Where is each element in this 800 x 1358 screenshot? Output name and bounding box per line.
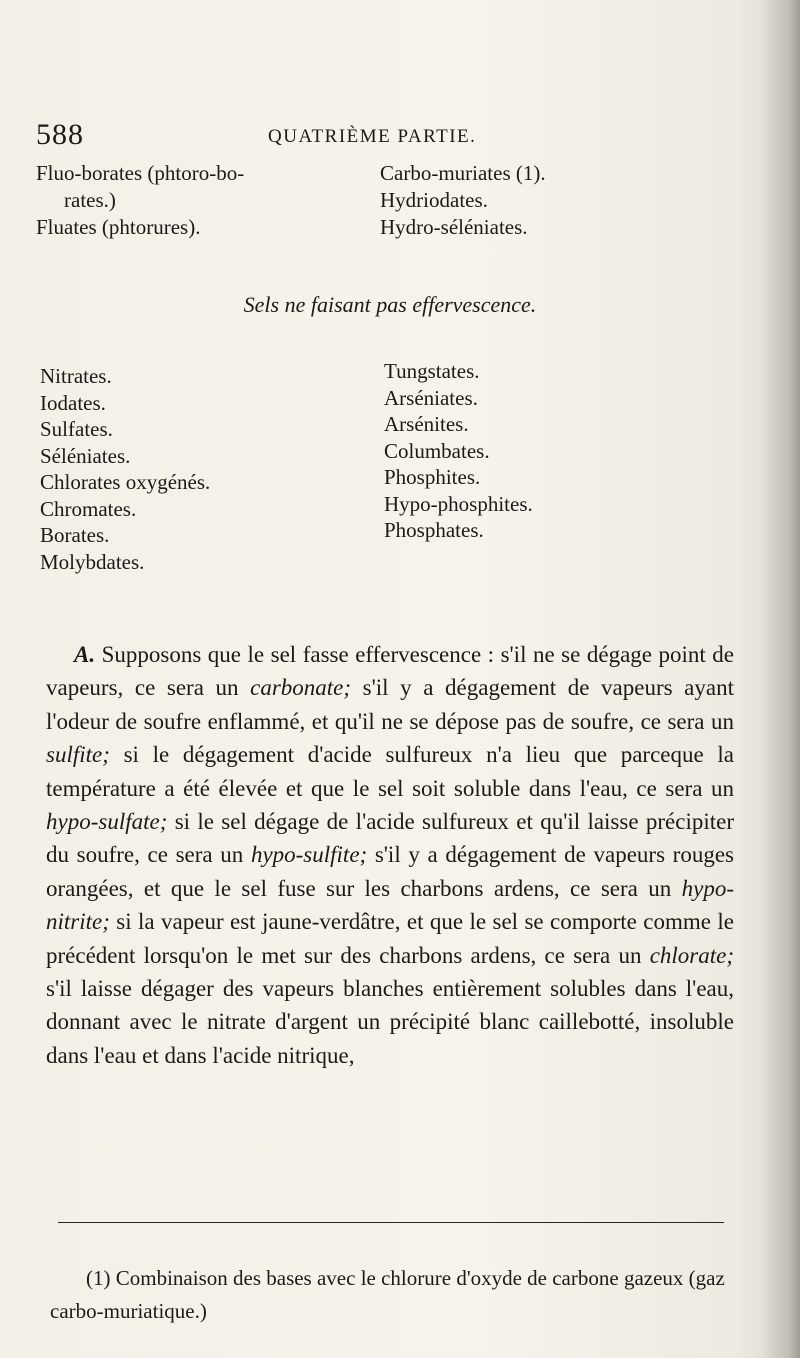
list-item: Columbates. bbox=[384, 438, 490, 463]
salts-list-right bbox=[384, 358, 533, 544]
term-italic: hypo-sulfite; bbox=[250, 842, 368, 868]
page-header bbox=[36, 118, 716, 154]
top-list-left bbox=[36, 160, 244, 241]
list-item: rates.) bbox=[64, 188, 116, 212]
list-item: Arséniates. bbox=[384, 385, 478, 410]
paragraph-text: s'il y a dégagement de vapeurs ayant l'odeur de soufre enflammé, et qu'il ne se dépose pas de soufre, ce sera un bbox=[46, 675, 734, 734]
paragraph-marker: A. bbox=[74, 642, 96, 667]
top-list-right bbox=[380, 160, 546, 241]
list-item: Nitrates. bbox=[40, 364, 112, 388]
list-item: Iodates. bbox=[40, 390, 106, 415]
term-italic: carbonate; bbox=[250, 675, 352, 701]
list-item: Phosphites. bbox=[384, 465, 481, 489]
paragraph-text: si le sel dégage de l'acide sulfureux et qu'il laisse précipiter du soufre, ce sera un bbox=[46, 809, 734, 868]
footnote-mark: (1) bbox=[86, 1266, 111, 1290]
term-italic: sulfite; bbox=[46, 742, 110, 768]
body-paragraph bbox=[46, 638, 734, 1072]
list-item: Chlorates oxygénés. bbox=[40, 470, 211, 494]
list-item: Sulfates. bbox=[40, 417, 113, 441]
footnote bbox=[50, 1262, 740, 1328]
paragraph-text: s'il y a dégagement de vapeurs rouges orangées, et que le sel fuse sur les charbons ardens, ce sera un bbox=[46, 842, 734, 901]
list-item: Séléniates. bbox=[40, 443, 131, 468]
list-item: Borates. bbox=[40, 523, 110, 547]
term-italic: hypo-nitrite; bbox=[46, 875, 734, 935]
page-edge-shadow bbox=[760, 0, 800, 1358]
paragraph-text: s'il laisse dégager des vapeurs blanches entièrement solubles dans l'eau, donnant avec le nitrate d'argent un précipité blanc caillebotté, insoluble dans l'eau et dans l'acide nitrique, bbox=[46, 976, 734, 1068]
list-item: Fluo-borates (phtoro-bo- bbox=[36, 161, 245, 185]
list-item: Hydriodates. bbox=[380, 188, 488, 212]
list-item: Fluates (phtorures). bbox=[36, 215, 201, 239]
list-item: Hypo-phosphites. bbox=[384, 491, 533, 516]
term-italic: chlorate; bbox=[649, 942, 734, 968]
list-item: Carbo-muriates (1). bbox=[380, 161, 546, 185]
list-item: Phosphates. bbox=[384, 518, 484, 542]
term-italic: hypo-sulfate; bbox=[46, 809, 168, 835]
running-head: QUATRIÈME PARTIE. bbox=[268, 126, 477, 147]
section-subheading: Sels ne faisant pas effervescence. bbox=[243, 292, 537, 317]
list-item: Tungstates. bbox=[384, 359, 480, 383]
page-number: 588 bbox=[36, 118, 84, 151]
salts-list-left bbox=[40, 363, 210, 575]
footnote-divider bbox=[58, 1222, 724, 1223]
list-item: Arsénites. bbox=[384, 412, 469, 436]
paragraph-text: si la vapeur est jaune-verdâtre, et que le sel se comporte comme le précédent lorsqu'on le met sur des charbons ardens, ce sera un bbox=[46, 909, 734, 968]
list-item: Molybdates. bbox=[40, 549, 145, 574]
footnote-text: Combinaison des bases avec le chlorure d'oxyde de carbone gazeux (gaz carbo-muriatique.) bbox=[50, 1266, 725, 1323]
paragraph-text: Supposons que le sel fasse effervescence : s'il ne se dégage point de vapeurs, ce sera un bbox=[46, 642, 734, 701]
paragraph-text: si le dégagement d'acide sulfureux n'a lieu que parceque la température a été élevée et que le sel soit soluble dans l'eau, ce sera un bbox=[46, 742, 734, 801]
list-item: Hydro-séléniates. bbox=[380, 215, 528, 239]
list-item: Chromates. bbox=[40, 496, 137, 521]
